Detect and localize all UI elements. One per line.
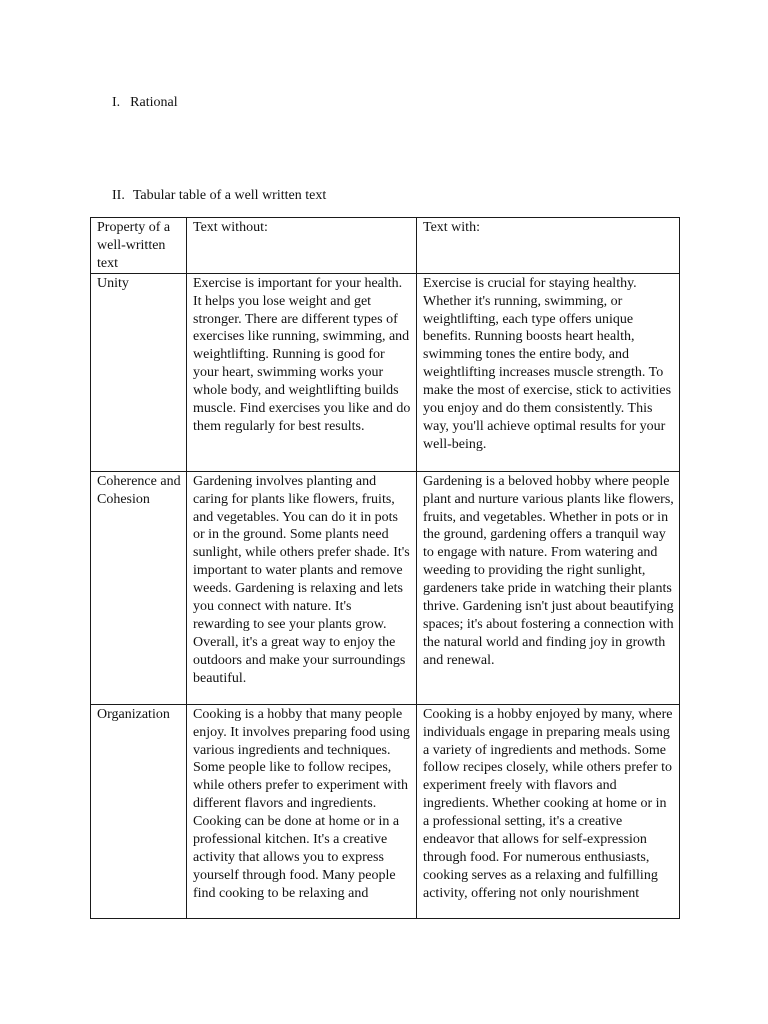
property-text: Organization: [97, 706, 170, 722]
section-heading-tabular-table: [112, 187, 326, 205]
text-with-text: Cooking is a hobby enjoyed by many, where individuals engage in preparing meals using a variety of ingredients and methods. Some follow recipes closely, while others prefer to experiment freely with flavors and ingredients. Whether cooking at home or in a professional setting, it's a creative endeavor that allows for self-expression through food. For numerous enthusiasts, cooking serves as a relaxing and fulfilling activity, offering not only nourishment: [423, 706, 673, 901]
table-row: [91, 273, 680, 471]
section-title: Tabular table of a well written text: [132, 188, 327, 203]
header-text-without: Text without:: [187, 218, 417, 274]
text-without-cell: [187, 704, 417, 918]
header-text-with: Text with:: [417, 218, 680, 274]
text-without-cell: Exercise is important for your health. It helps you lose weight and get stronger. There are different types of exercises like running, swimming, and weightlifting. Running is good for your heart, swimming works your whole body, and weightlifting builds muscle. Find exercises you like and do them regularly for best results.: [187, 273, 417, 471]
table-row: [91, 704, 680, 918]
table-row: [91, 471, 680, 704]
section-title: Rational: [130, 95, 178, 110]
property-cell: Unity: [91, 273, 187, 471]
section-heading-rational: [112, 94, 178, 112]
property-cell: Coherence and Cohesion: [91, 471, 187, 704]
text-with-cell: Gardening is a beloved hobby where people plant and nurture various plants like flowers, fruits, and vegetables. Whether in pots or in the ground, gardening offers a tranquil way to engage with nature. From watering and weeding to providing the right sunlight, gardeners take pride in watching their plants thrive. Gardening isn't just about beautifying spaces; it's about fostering a connection with the natural world and finding joy in growth and renewal.: [417, 471, 680, 704]
table-header-row: [91, 218, 680, 274]
property-cell: [91, 704, 187, 918]
text-without-text: Cooking is a hobby that many people enjoy. It involves preparing food using various ingredients and techniques. Some people like to follow recipes, while others prefer to experiment with different flavors and ingredients. Cooking can be done at home or in a professional kitchen. It's a creative activity that allows you to express yourself through food. Many people find cooking to be relaxing and: [193, 706, 410, 901]
text-without-cell: Gardening involves planting and caring for plants like flowers, fruits, and vegetables. You can do it in pots or in the ground. Some plants need sunlight, while others prefer shade. It's important to water plants and remove weeds. Gardening is relaxing and lets you connect with nature. It's rewarding to see your plants grow. Overall, it's a great way to enjoy the outdoors and make your surroundings beautiful.: [187, 471, 417, 704]
text-with-cell: Exercise is crucial for staying healthy. Whether it's running, swimming, or weightlifting, each type offers unique benefits. Running boosts heart health, swimming tones the entire body, and weightlifting increases muscle strength. To make the most of exercise, stick to activities you enjoy and do them consistently. This way, you'll achieve optimal results for your well-being.: [417, 273, 680, 471]
text-with-cell: [417, 704, 680, 918]
section-number: II.: [112, 188, 125, 203]
section-number: I.: [112, 95, 121, 110]
comparison-table: [90, 217, 680, 919]
header-property: Property of a well-written text: [91, 218, 187, 274]
